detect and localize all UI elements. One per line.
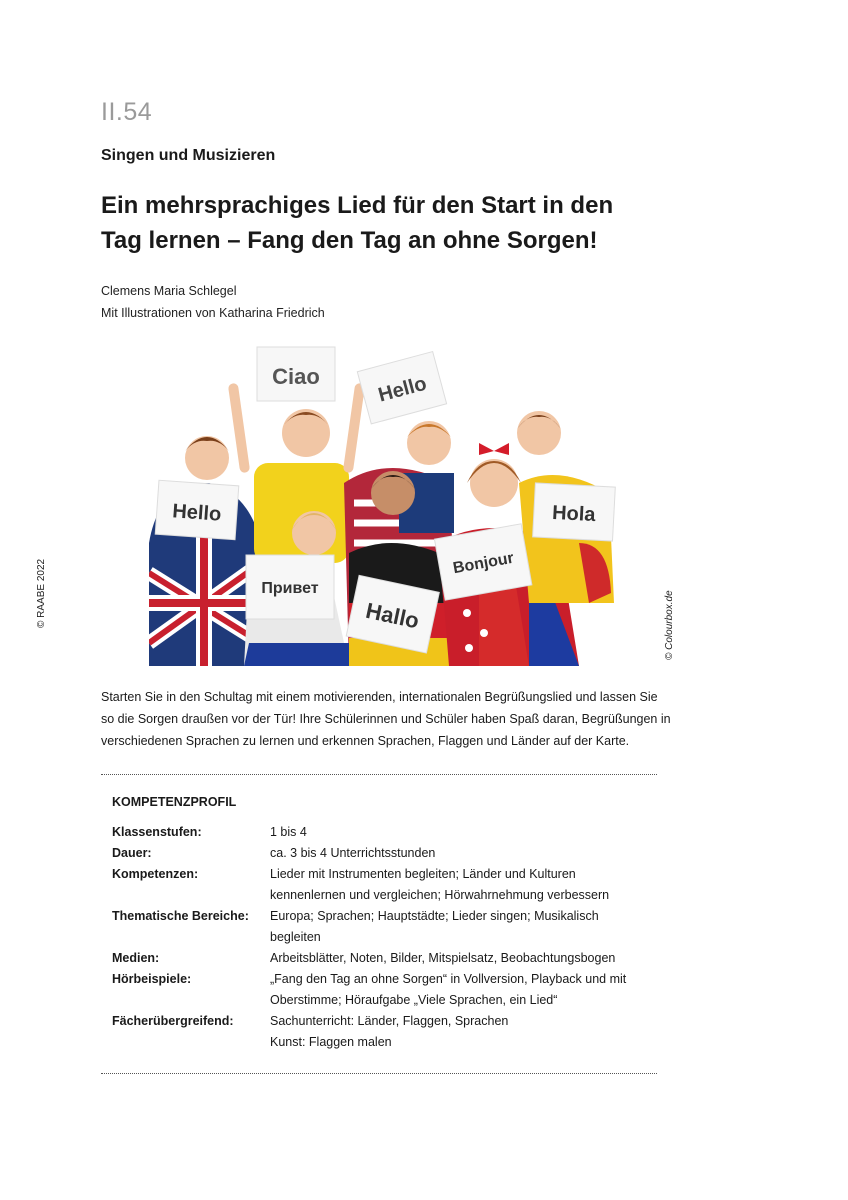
category-heading: Singen und Musizieren	[101, 147, 276, 164]
profile-label: Hörbeispiele:	[112, 972, 192, 986]
photo-credit: © Colourbox.de	[664, 590, 675, 660]
sign-hello-top	[357, 352, 446, 424]
sign-privet	[246, 555, 334, 619]
profile-value: 1 bis 4	[270, 825, 307, 839]
profile-label: Kompetenzen:	[112, 867, 199, 881]
sign-hello-top-text: Hello	[376, 372, 429, 407]
profile-value: „Fang den Tag an ohne Sorgen“ in Vollversion, Playback und mit Oberstimme; Höraufgabe „Viele Sprachen, ein Lied“	[270, 972, 627, 1007]
copyright-raabe: © RAABE 2022	[36, 558, 47, 628]
intro-paragraph: Starten Sie in den Schultag mit einem motivierenden, internationalen Begrüßungslied und lassen Sie so die Sorgen draußen vor der Tür! Ihre Schülerinnen und Schüler haben Spaß daran, Begrüßungen in verschiedenen Sprachen zu lernen und erkennen Sprachen, Flaggen und Länder auf der Karte.	[101, 690, 671, 748]
divider-bottom	[101, 1073, 657, 1074]
profile-heading: KOMPETENZPROFIL	[112, 795, 237, 809]
profile-label: Klassenstufen:	[112, 825, 202, 839]
profile-row-crosscurricular	[112, 1011, 657, 1053]
profile-value: Sachunterricht: Länder, Flaggen, Sprachen Kunst: Flaggen malen	[270, 1014, 509, 1049]
sign-ciao	[257, 347, 335, 401]
profile-label: Medien:	[112, 951, 160, 965]
title-line-1: Ein mehrsprachiges Lied für den Start in den	[101, 192, 614, 219]
sign-hello-left-text: Hello	[171, 500, 222, 526]
sign-bonjour-text: Bonjour	[451, 549, 516, 578]
sign-hallo-text: Hallo	[363, 597, 422, 634]
sign-privet-text: Привет	[261, 580, 319, 597]
profile-label: Fächerübergreifend:	[112, 1014, 234, 1028]
competency-profile	[112, 822, 657, 1053]
profile-row-grades	[112, 822, 657, 843]
profile-label: Dauer:	[112, 846, 152, 860]
profile-row-audio	[112, 969, 657, 1011]
sign-hola	[533, 483, 616, 541]
title-line-2: Tag lernen – Fang den Tag an ohne Sorgen!	[101, 227, 598, 254]
children-greeting-photo	[149, 343, 620, 666]
section-number: II.54	[101, 98, 153, 126]
page-title	[101, 188, 661, 258]
author-name: Clemens Maria Schlegel	[101, 284, 237, 298]
sign-ciao-text: Ciao	[272, 364, 320, 389]
profile-value: Arbeitsblätter, Noten, Bilder, Mitspielsatz, Beobachtungsbogen	[270, 951, 616, 965]
profile-row-competencies	[112, 864, 657, 906]
illustrator-credit: Mit Illustrationen von Katharina Friedrich	[101, 306, 325, 320]
divider-top	[101, 774, 657, 775]
profile-label: Thematische Bereiche:	[112, 909, 249, 923]
sign-hola-text: Hola	[551, 501, 597, 527]
profile-value: Europa; Sprachen; Hauptstädte; Lieder singen; Musikalisch begleiten	[270, 909, 599, 944]
profile-row-topics	[112, 906, 657, 948]
profile-value: ca. 3 bis 4 Unterrichtsstunden	[270, 846, 436, 860]
profile-row-duration	[112, 843, 657, 864]
profile-row-media	[112, 948, 657, 969]
profile-value: Lieder mit Instrumenten begleiten; Länder und Kulturen kennenlernen und vergleichen; Hörwahrnehmung verbessern	[270, 867, 610, 902]
author-block	[101, 280, 325, 324]
sign-hello-left	[155, 480, 239, 539]
